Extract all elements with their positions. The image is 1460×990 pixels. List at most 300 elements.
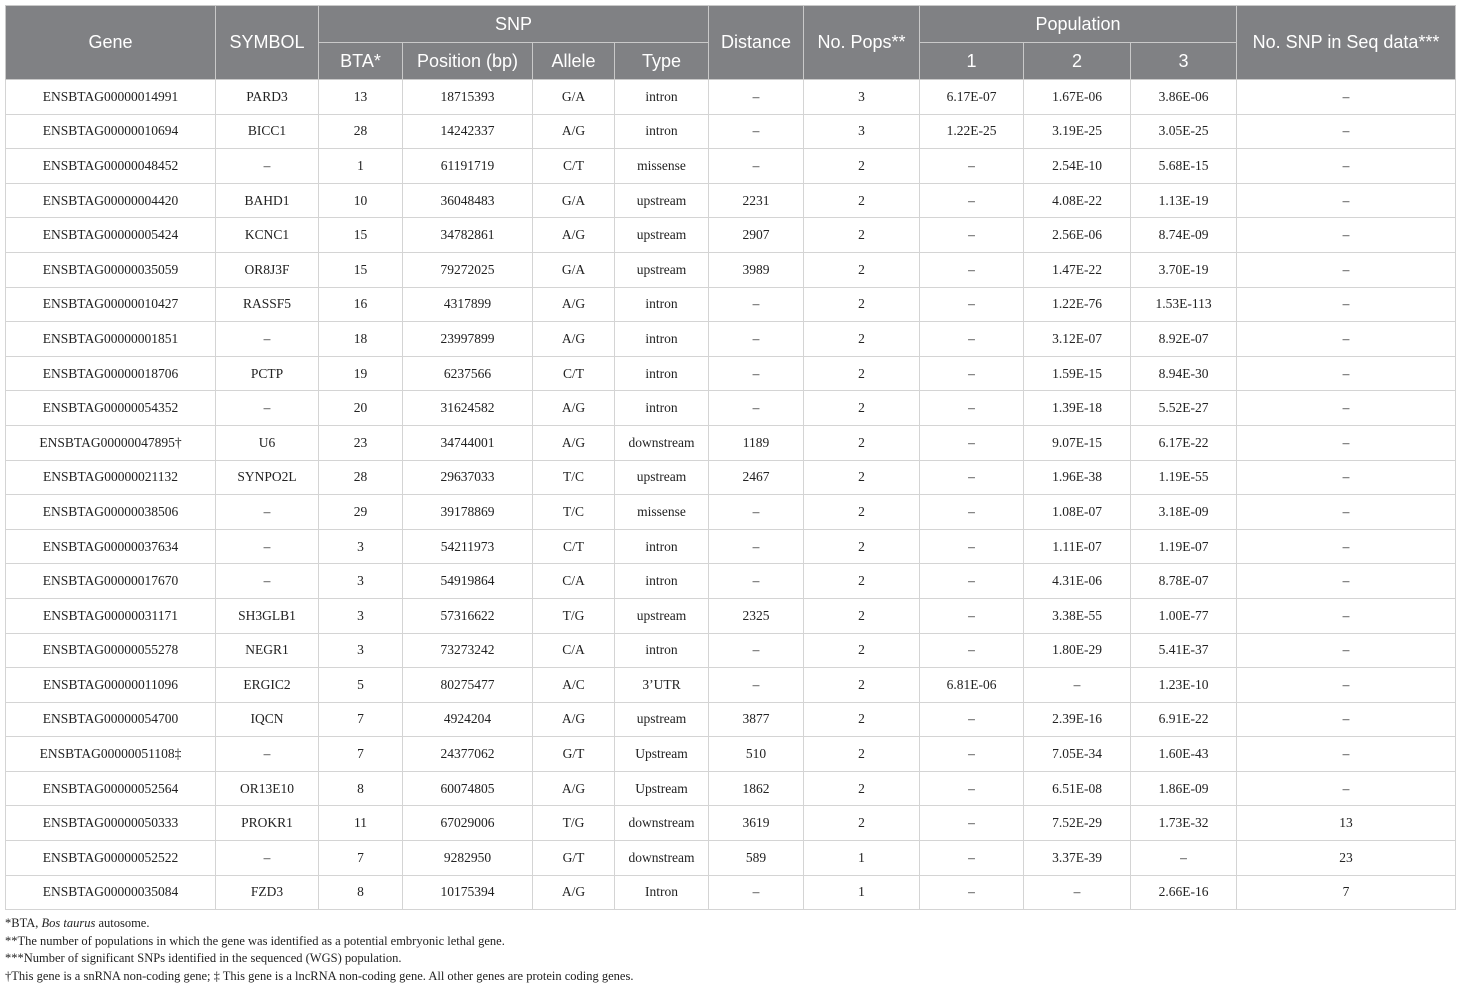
header-symbol: SYMBOL (216, 6, 319, 80)
position-cell: 54211973 (403, 529, 533, 564)
pop-3-cell: 6.91E-22 (1131, 702, 1237, 737)
pop-2-cell: 1.39E-18 (1024, 391, 1131, 426)
table-row (6, 287, 1456, 322)
allele-cell: T/C (533, 495, 615, 530)
pop-2-cell: 3.37E-39 (1024, 841, 1131, 876)
position-cell: 4317899 (403, 287, 533, 322)
gene-cell: ENSBTAG00000018706 (6, 356, 216, 391)
symbol-cell: – (216, 149, 319, 184)
type-cell: Upstream (615, 737, 709, 772)
no-snp-seq-cell: 13 (1237, 806, 1456, 841)
pop-2-cell: 2.54E-10 (1024, 149, 1131, 184)
pop-3-cell: 3.70E-19 (1131, 252, 1237, 287)
type-cell: missense (615, 495, 709, 530)
no-snp-seq-cell: – (1237, 564, 1456, 599)
bta-cell: 18 (319, 322, 403, 357)
symbol-cell: NEGR1 (216, 633, 319, 668)
symbol-cell: – (216, 564, 319, 599)
type-cell: upstream (615, 460, 709, 495)
no-pops-cell: 2 (804, 460, 920, 495)
pop-2-cell: 7.05E-34 (1024, 737, 1131, 772)
pop-2-cell: 7.52E-29 (1024, 806, 1131, 841)
allele-cell: T/G (533, 806, 615, 841)
no-pops-cell: 3 (804, 114, 920, 149)
table-row (6, 633, 1456, 668)
pop-3-cell: 8.74E-09 (1131, 218, 1237, 253)
gene-cell: ENSBTAG00000051108‡ (6, 737, 216, 772)
symbol-cell: IQCN (216, 702, 319, 737)
position-cell: 61191719 (403, 149, 533, 184)
distance-cell: – (709, 149, 804, 184)
pop-1-cell: – (920, 252, 1024, 287)
footnote-bta-prefix: *BTA, (5, 916, 42, 931)
no-snp-seq-cell: – (1237, 322, 1456, 357)
symbol-cell: – (216, 495, 319, 530)
bta-cell: 13 (319, 80, 403, 115)
position-cell: 29637033 (403, 460, 533, 495)
no-pops-cell: 2 (804, 356, 920, 391)
distance-cell: – (709, 114, 804, 149)
pop-1-cell: – (920, 702, 1024, 737)
position-cell: 67029006 (403, 806, 533, 841)
distance-cell: 3989 (709, 252, 804, 287)
distance-cell: 1862 (709, 771, 804, 806)
no-pops-cell: 2 (804, 425, 920, 460)
pop-1-cell: – (920, 841, 1024, 876)
table-row (6, 495, 1456, 530)
table-row (6, 875, 1456, 910)
type-cell: downstream (615, 425, 709, 460)
gene-cell: ENSBTAG00000052564 (6, 771, 216, 806)
no-pops-cell: 2 (804, 598, 920, 633)
table-row (6, 702, 1456, 737)
footnote-no-snp: ***Number of significant SNPs identified in the sequenced (WGS) population. (5, 951, 402, 966)
pop-1-cell: 6.81E-06 (920, 668, 1024, 703)
bta-cell: 23 (319, 425, 403, 460)
allele-cell: C/T (533, 356, 615, 391)
position-cell: 10175394 (403, 875, 533, 910)
footnotes (5, 915, 1455, 985)
no-pops-cell: 3 (804, 80, 920, 115)
type-cell: intron (615, 356, 709, 391)
footnote-bta-species: Bos taurus (41, 916, 96, 931)
header-snp: SNP (319, 6, 709, 43)
gene-cell: ENSBTAG00000021132 (6, 460, 216, 495)
bta-cell: 8 (319, 771, 403, 806)
table-row (6, 841, 1456, 876)
distance-cell: 2325 (709, 598, 804, 633)
symbol-cell: – (216, 322, 319, 357)
distance-cell: 2907 (709, 218, 804, 253)
type-cell: 3’UTR (615, 668, 709, 703)
symbol-cell: BAHD1 (216, 183, 319, 218)
pop-2-cell: 1.11E-07 (1024, 529, 1131, 564)
no-pops-cell: 2 (804, 149, 920, 184)
no-pops-cell: 2 (804, 564, 920, 599)
gene-cell: ENSBTAG00000017670 (6, 564, 216, 599)
no-snp-seq-cell: – (1237, 495, 1456, 530)
position-cell: 18715393 (403, 80, 533, 115)
gene-cell: ENSBTAG00000031171 (6, 598, 216, 633)
symbol-cell: – (216, 737, 319, 772)
table-row (6, 564, 1456, 599)
distance-cell: 3877 (709, 702, 804, 737)
pop-3-cell: 3.05E-25 (1131, 114, 1237, 149)
symbol-cell: BICC1 (216, 114, 319, 149)
header-pop-1: 1 (920, 43, 1024, 80)
pop-3-cell: – (1131, 841, 1237, 876)
gene-cell: ENSBTAG00000001851 (6, 322, 216, 357)
distance-cell: – (709, 875, 804, 910)
symbol-cell: PARD3 (216, 80, 319, 115)
position-cell: 60074805 (403, 771, 533, 806)
position-cell: 34782861 (403, 218, 533, 253)
pop-1-cell: 1.22E-25 (920, 114, 1024, 149)
type-cell: Upstream (615, 771, 709, 806)
pop-3-cell: 1.19E-07 (1131, 529, 1237, 564)
type-cell: missense (615, 149, 709, 184)
pop-1-cell: – (920, 771, 1024, 806)
header-distance: Distance (709, 6, 804, 80)
position-cell: 14242337 (403, 114, 533, 149)
symbol-cell: PROKR1 (216, 806, 319, 841)
bta-cell: 19 (319, 356, 403, 391)
table-row (6, 529, 1456, 564)
pop-3-cell: 5.52E-27 (1131, 391, 1237, 426)
table-row (6, 80, 1456, 115)
allele-cell: A/C (533, 668, 615, 703)
type-cell: intron (615, 322, 709, 357)
symbol-cell: SYNPO2L (216, 460, 319, 495)
distance-cell: – (709, 322, 804, 357)
table-row (6, 668, 1456, 703)
gene-cell: ENSBTAG00000054700 (6, 702, 216, 737)
table-row (6, 391, 1456, 426)
pop-3-cell: 1.13E-19 (1131, 183, 1237, 218)
table-container (5, 5, 1455, 985)
symbol-cell: – (216, 529, 319, 564)
no-snp-seq-cell: – (1237, 80, 1456, 115)
no-snp-seq-cell: – (1237, 114, 1456, 149)
bta-cell: 10 (319, 183, 403, 218)
no-snp-seq-cell: – (1237, 218, 1456, 253)
pop-2-cell: 4.08E-22 (1024, 183, 1131, 218)
snp-table (5, 5, 1456, 910)
no-snp-seq-cell: – (1237, 149, 1456, 184)
no-snp-seq-cell: 23 (1237, 841, 1456, 876)
position-cell: 57316622 (403, 598, 533, 633)
bta-cell: 3 (319, 598, 403, 633)
no-pops-cell: 2 (804, 495, 920, 530)
position-cell: 4924204 (403, 702, 533, 737)
pop-1-cell: – (920, 425, 1024, 460)
no-pops-cell: 2 (804, 633, 920, 668)
allele-cell: T/C (533, 460, 615, 495)
position-cell: 24377062 (403, 737, 533, 772)
allele-cell: A/G (533, 391, 615, 426)
no-snp-seq-cell: – (1237, 702, 1456, 737)
pop-3-cell: 1.23E-10 (1131, 668, 1237, 703)
position-cell: 34744001 (403, 425, 533, 460)
no-snp-seq-cell: – (1237, 771, 1456, 806)
no-pops-cell: 2 (804, 183, 920, 218)
allele-cell: C/T (533, 529, 615, 564)
position-cell: 73273242 (403, 633, 533, 668)
table-row (6, 356, 1456, 391)
pop-1-cell: – (920, 356, 1024, 391)
allele-cell: C/A (533, 633, 615, 668)
position-cell: 31624582 (403, 391, 533, 426)
no-snp-seq-cell: – (1237, 529, 1456, 564)
bta-cell: 3 (319, 529, 403, 564)
type-cell: intron (615, 391, 709, 426)
type-cell: intron (615, 114, 709, 149)
distance-cell: – (709, 287, 804, 322)
type-cell: intron (615, 80, 709, 115)
position-cell: 54919864 (403, 564, 533, 599)
pop-3-cell: 3.86E-06 (1131, 80, 1237, 115)
allele-cell: C/T (533, 149, 615, 184)
pop-2-cell: 3.19E-25 (1024, 114, 1131, 149)
distance-cell: 3619 (709, 806, 804, 841)
gene-cell: ENSBTAG00000054352 (6, 391, 216, 426)
pop-1-cell: – (920, 149, 1024, 184)
table-row (6, 114, 1456, 149)
pop-2-cell: – (1024, 668, 1131, 703)
pop-3-cell: 5.68E-15 (1131, 149, 1237, 184)
allele-cell: C/A (533, 564, 615, 599)
no-pops-cell: 2 (804, 218, 920, 253)
type-cell: upstream (615, 702, 709, 737)
footnote-bta-suffix: autosome. (95, 916, 150, 931)
gene-cell: ENSBTAG00000038506 (6, 495, 216, 530)
gene-cell: ENSBTAG00000011096 (6, 668, 216, 703)
gene-cell: ENSBTAG00000037634 (6, 529, 216, 564)
no-pops-cell: 2 (804, 806, 920, 841)
allele-cell: A/G (533, 771, 615, 806)
gene-cell: ENSBTAG00000035084 (6, 875, 216, 910)
no-snp-seq-cell: – (1237, 598, 1456, 633)
symbol-cell: KCNC1 (216, 218, 319, 253)
no-pops-cell: 2 (804, 702, 920, 737)
bta-cell: 28 (319, 114, 403, 149)
gene-cell: ENSBTAG00000048452 (6, 149, 216, 184)
allele-cell: A/G (533, 875, 615, 910)
position-cell: 23997899 (403, 322, 533, 357)
gene-cell: ENSBTAG00000050333 (6, 806, 216, 841)
bta-cell: 3 (319, 633, 403, 668)
symbol-cell: – (216, 391, 319, 426)
symbol-cell: PCTP (216, 356, 319, 391)
distance-cell: 510 (709, 737, 804, 772)
no-snp-seq-cell: – (1237, 737, 1456, 772)
allele-cell: A/G (533, 114, 615, 149)
type-cell: downstream (615, 806, 709, 841)
header-population: Population (920, 6, 1237, 43)
table-row (6, 460, 1456, 495)
header-pop-3: 3 (1131, 43, 1237, 80)
header-gene: Gene (6, 6, 216, 80)
no-pops-cell: 1 (804, 841, 920, 876)
header-bta: BTA* (319, 43, 403, 80)
position-cell: 39178869 (403, 495, 533, 530)
symbol-cell: OR8J3F (216, 252, 319, 287)
no-snp-seq-cell: 7 (1237, 875, 1456, 910)
header-position: Position (bp) (403, 43, 533, 80)
pop-3-cell: 1.00E-77 (1131, 598, 1237, 633)
pop-2-cell: 1.47E-22 (1024, 252, 1131, 287)
distance-cell: – (709, 564, 804, 599)
gene-cell: ENSBTAG00000014991 (6, 80, 216, 115)
allele-cell: G/T (533, 841, 615, 876)
pop-2-cell: 1.22E-76 (1024, 287, 1131, 322)
bta-cell: 11 (319, 806, 403, 841)
pop-1-cell: – (920, 737, 1024, 772)
allele-cell: A/G (533, 218, 615, 253)
allele-cell: G/A (533, 252, 615, 287)
position-cell: 6237566 (403, 356, 533, 391)
bta-cell: 3 (319, 564, 403, 599)
footnote-gene-types: †This gene is a snRNA non-coding gene; ‡ This gene is a lncRNA non-coding gene. All other genes are protein coding genes. (5, 968, 634, 983)
pop-2-cell: 6.51E-08 (1024, 771, 1131, 806)
table-row (6, 806, 1456, 841)
no-pops-cell: 2 (804, 737, 920, 772)
bta-cell: 1 (319, 149, 403, 184)
table-row (6, 322, 1456, 357)
symbol-cell: FZD3 (216, 875, 319, 910)
bta-cell: 16 (319, 287, 403, 322)
pop-1-cell: – (920, 287, 1024, 322)
bta-cell: 8 (319, 875, 403, 910)
pop-2-cell: 4.31E-06 (1024, 564, 1131, 599)
distance-cell: 2231 (709, 183, 804, 218)
pop-2-cell: 1.80E-29 (1024, 633, 1131, 668)
header-pop-2: 2 (1024, 43, 1131, 80)
gene-cell: ENSBTAG00000004420 (6, 183, 216, 218)
table-row (6, 252, 1456, 287)
symbol-cell: ERGIC2 (216, 668, 319, 703)
symbol-cell: OR13E10 (216, 771, 319, 806)
pop-2-cell: 1.08E-07 (1024, 495, 1131, 530)
pop-2-cell: 2.39E-16 (1024, 702, 1131, 737)
pop-2-cell: 1.59E-15 (1024, 356, 1131, 391)
no-pops-cell: 2 (804, 252, 920, 287)
header-allele: Allele (533, 43, 615, 80)
pop-3-cell: 1.60E-43 (1131, 737, 1237, 772)
pop-3-cell: 8.78E-07 (1131, 564, 1237, 599)
allele-cell: A/G (533, 322, 615, 357)
pop-2-cell: 3.38E-55 (1024, 598, 1131, 633)
no-pops-cell: 2 (804, 668, 920, 703)
pop-3-cell: 8.94E-30 (1131, 356, 1237, 391)
pop-3-cell: 1.53E-113 (1131, 287, 1237, 322)
allele-cell: A/G (533, 702, 615, 737)
allele-cell: G/T (533, 737, 615, 772)
bta-cell: 29 (319, 495, 403, 530)
no-pops-cell: 2 (804, 322, 920, 357)
bta-cell: 7 (319, 841, 403, 876)
type-cell: upstream (615, 598, 709, 633)
table-body (6, 80, 1456, 910)
symbol-cell: – (216, 841, 319, 876)
no-snp-seq-cell: – (1237, 460, 1456, 495)
pop-3-cell: 8.92E-07 (1131, 322, 1237, 357)
distance-cell: – (709, 391, 804, 426)
pop-3-cell: 6.17E-22 (1131, 425, 1237, 460)
pop-1-cell: – (920, 391, 1024, 426)
bta-cell: 7 (319, 737, 403, 772)
header-no-pops: No. Pops** (804, 6, 920, 80)
distance-cell: 1189 (709, 425, 804, 460)
allele-cell: G/A (533, 183, 615, 218)
table-row (6, 149, 1456, 184)
gene-cell: ENSBTAG00000055278 (6, 633, 216, 668)
pop-3-cell: 1.73E-32 (1131, 806, 1237, 841)
allele-cell: A/G (533, 425, 615, 460)
position-cell: 36048483 (403, 183, 533, 218)
no-snp-seq-cell: – (1237, 252, 1456, 287)
symbol-cell: SH3GLB1 (216, 598, 319, 633)
table-row (6, 598, 1456, 633)
pop-1-cell: – (920, 598, 1024, 633)
type-cell: intron (615, 529, 709, 564)
no-snp-seq-cell: – (1237, 633, 1456, 668)
pop-2-cell: 1.96E-38 (1024, 460, 1131, 495)
type-cell: upstream (615, 252, 709, 287)
bta-cell: 5 (319, 668, 403, 703)
distance-cell: – (709, 356, 804, 391)
pop-1-cell: – (920, 875, 1024, 910)
pop-2-cell: 3.12E-07 (1024, 322, 1131, 357)
symbol-cell: RASSF5 (216, 287, 319, 322)
pop-1-cell: – (920, 322, 1024, 357)
allele-cell: A/G (533, 287, 615, 322)
type-cell: intron (615, 633, 709, 668)
pop-2-cell: 1.67E-06 (1024, 80, 1131, 115)
type-cell: downstream (615, 841, 709, 876)
no-pops-cell: 2 (804, 529, 920, 564)
type-cell: intron (615, 564, 709, 599)
table-row (6, 425, 1456, 460)
gene-cell: ENSBTAG00000052522 (6, 841, 216, 876)
no-pops-cell: 2 (804, 771, 920, 806)
pop-1-cell: 6.17E-07 (920, 80, 1024, 115)
gene-cell: ENSBTAG00000035059 (6, 252, 216, 287)
table-row (6, 183, 1456, 218)
table-row (6, 218, 1456, 253)
gene-cell: ENSBTAG00000010427 (6, 287, 216, 322)
pop-3-cell: 5.41E-37 (1131, 633, 1237, 668)
pop-2-cell: 2.56E-06 (1024, 218, 1131, 253)
pop-1-cell: – (920, 495, 1024, 530)
no-snp-seq-cell: – (1237, 391, 1456, 426)
no-snp-seq-cell: – (1237, 356, 1456, 391)
pop-3-cell: 1.86E-09 (1131, 771, 1237, 806)
footnote-no-pops: **The number of populations in which the gene was identified as a potential embryonic lethal gene. (5, 933, 505, 948)
no-snp-seq-cell: – (1237, 287, 1456, 322)
pop-2-cell: 9.07E-15 (1024, 425, 1131, 460)
symbol-cell: U6 (216, 425, 319, 460)
allele-cell: G/A (533, 80, 615, 115)
header-no-snp-seq: No. SNP in Seq data*** (1237, 6, 1456, 80)
pop-3-cell: 1.19E-55 (1131, 460, 1237, 495)
no-pops-cell: 2 (804, 391, 920, 426)
type-cell: upstream (615, 218, 709, 253)
position-cell: 9282950 (403, 841, 533, 876)
footnote-bta (5, 915, 1455, 933)
header-type: Type (615, 43, 709, 80)
bta-cell: 28 (319, 460, 403, 495)
